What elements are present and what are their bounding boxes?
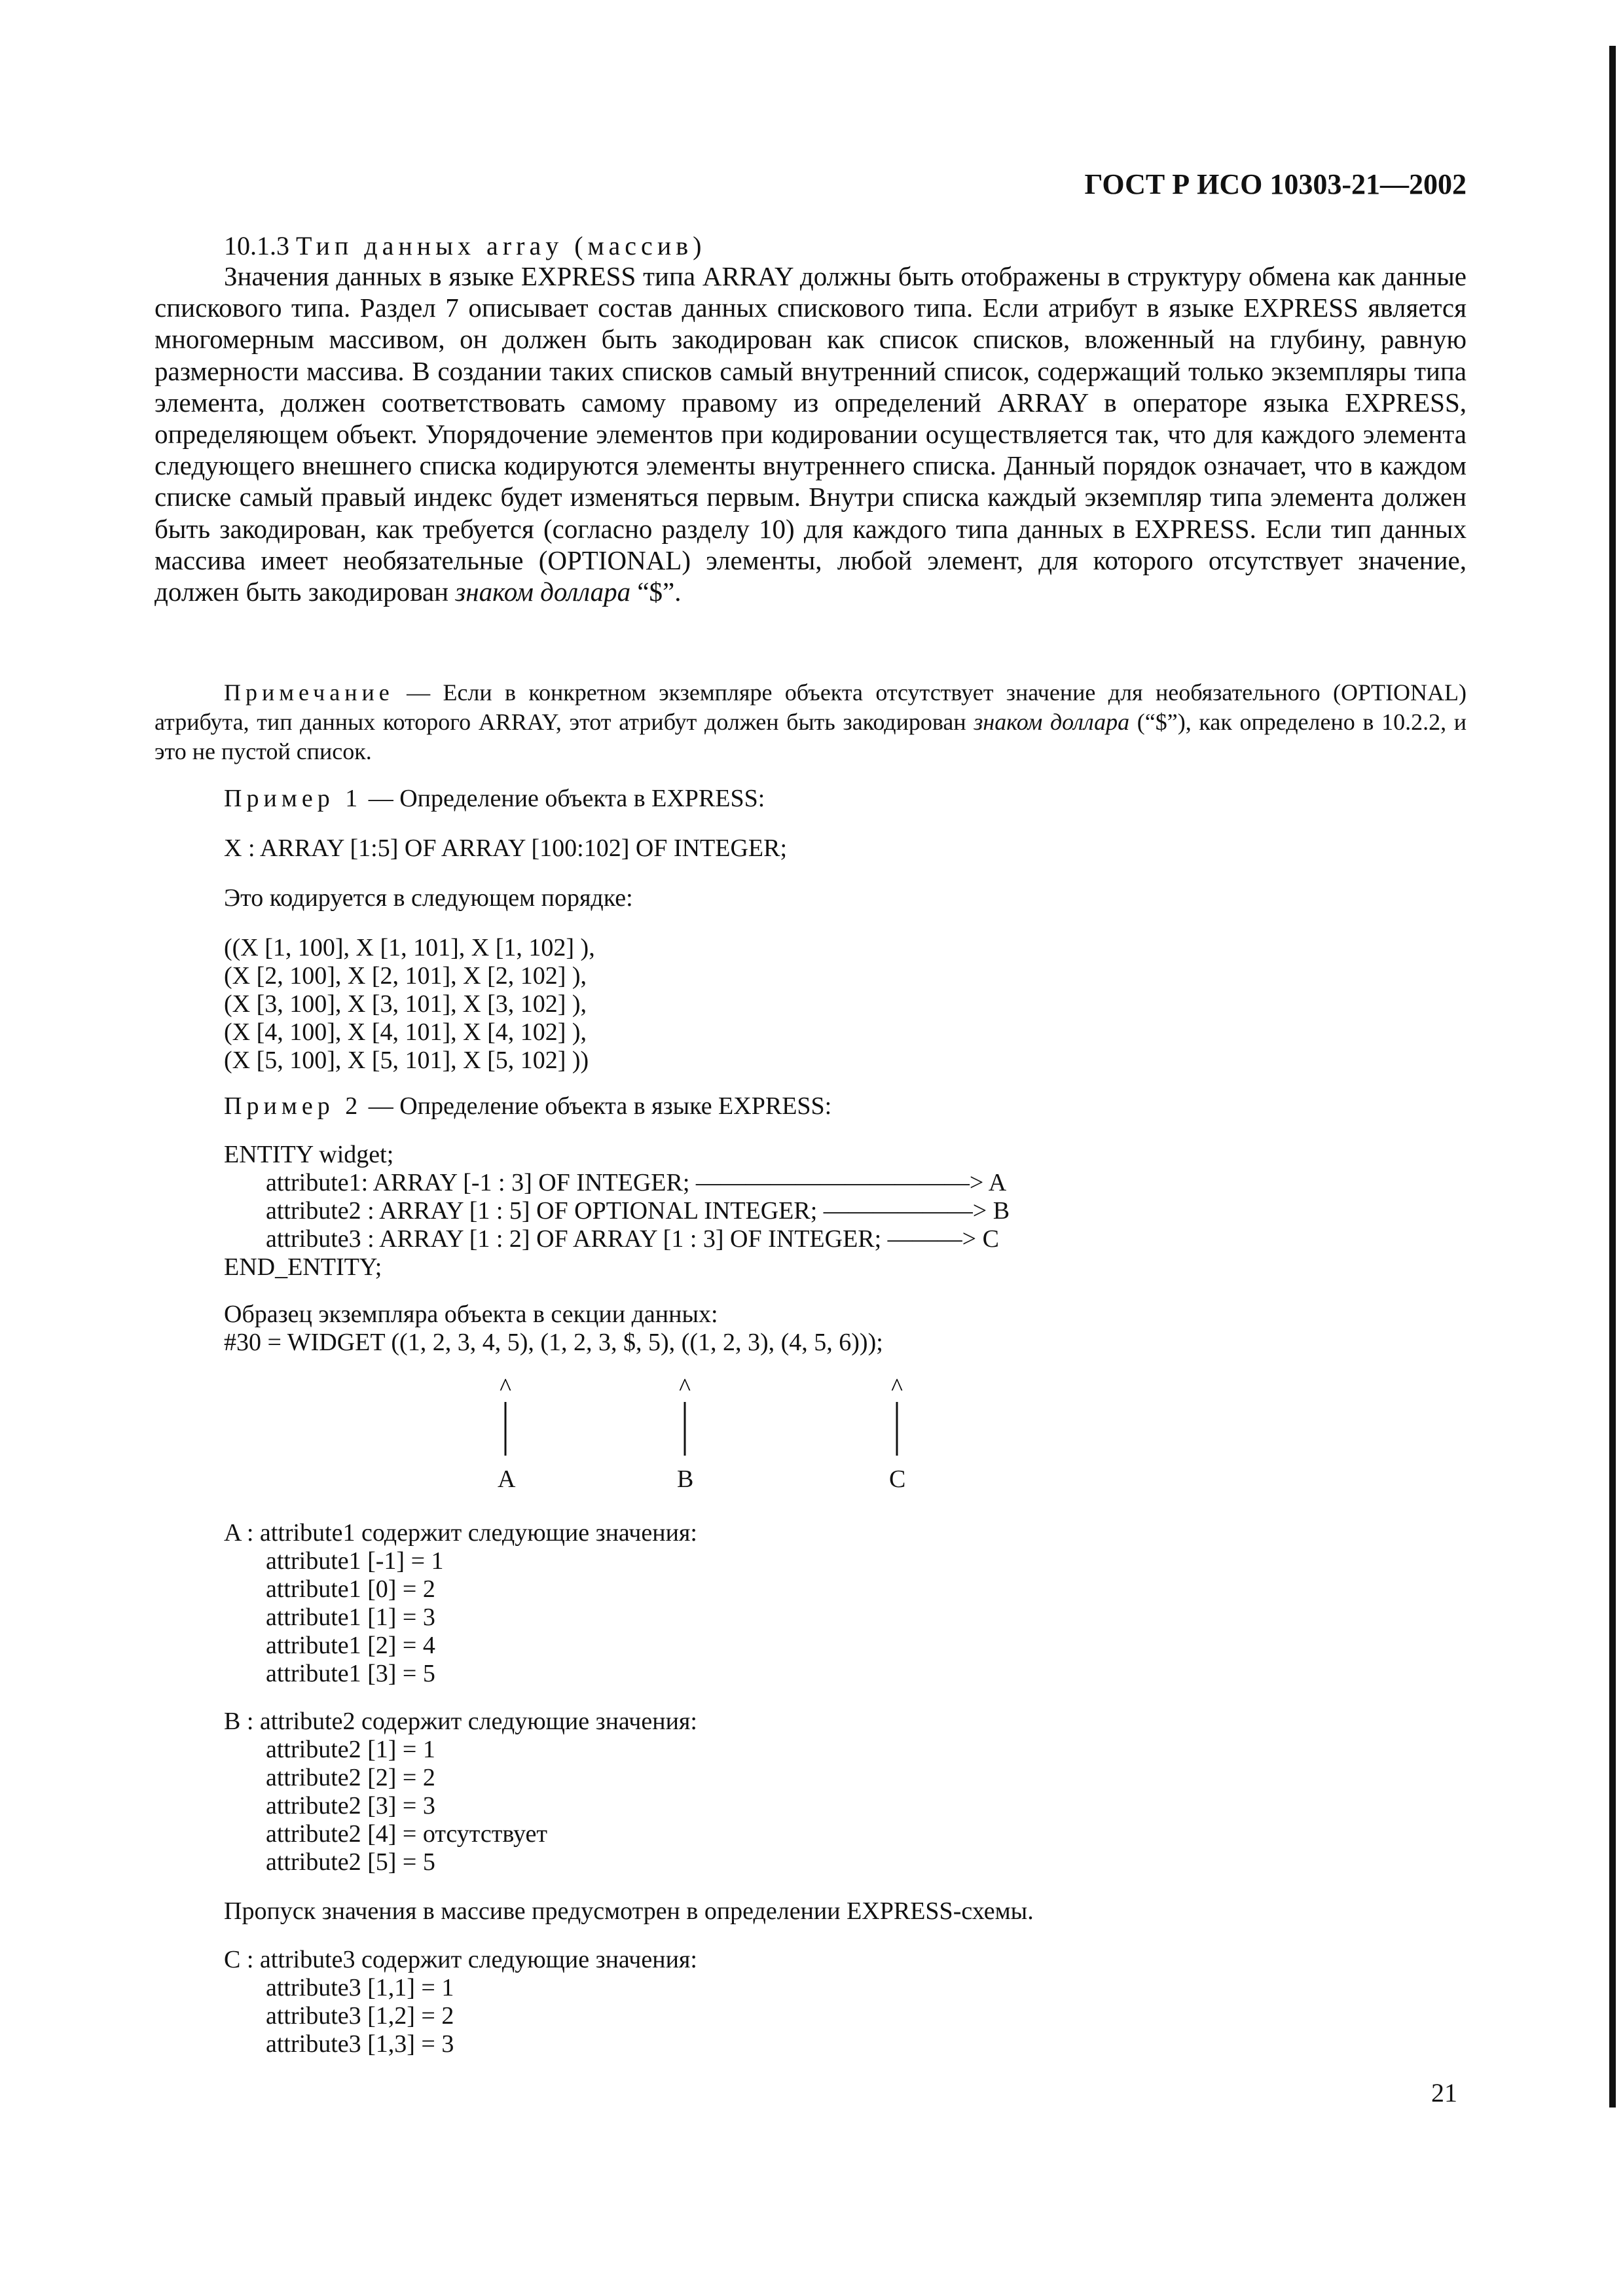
note-paragraph bbox=[155, 678, 1467, 766]
group-b-value: attribute2 [5] = 5 bbox=[266, 1848, 435, 1876]
pointer-label-a: A bbox=[498, 1465, 516, 1493]
group-a-value: attribute1 [1] = 3 bbox=[266, 1604, 435, 1631]
group-a-value: attribute1 [0] = 2 bbox=[266, 1575, 435, 1603]
main-paragraph-italic: знаком доллара bbox=[455, 577, 631, 607]
pointer-caret: ^ bbox=[679, 1374, 691, 1401]
example2-heading bbox=[224, 1092, 831, 1121]
example2-text: — Определение объекта в языке EXPRESS: bbox=[362, 1092, 832, 1120]
pointer-arrow-c bbox=[891, 1374, 903, 1456]
pointer-arrow-b bbox=[679, 1374, 691, 1456]
group-b-value: attribute2 [3] = 3 bbox=[266, 1792, 435, 1820]
note-italic: знаком доллара bbox=[974, 709, 1130, 735]
note-end: (“$”), как определено в 10.2.2, и это не пустой список. bbox=[155, 709, 1467, 764]
group-c-value: attribute3 [1,2] = 2 bbox=[266, 2002, 454, 2030]
section-title: Тип данных array (массив) bbox=[296, 231, 706, 260]
group-c-value: attribute3 [1,1] = 1 bbox=[266, 1974, 454, 2001]
example2-label: Пример 2 bbox=[224, 1092, 363, 1120]
pointer-caret: ^ bbox=[891, 1374, 903, 1401]
example1-label: Пример 1 bbox=[224, 785, 363, 812]
pointer-label-c: C bbox=[889, 1465, 906, 1493]
example1-text: — Определение объекта в EXPRESS: bbox=[362, 785, 765, 812]
document-header: ГОСТ Р ИСО 10303-21—2002 bbox=[1084, 168, 1467, 200]
group-a-value: attribute1 [2] = 4 bbox=[266, 1632, 435, 1659]
group-b-value: attribute2 [2] = 2 bbox=[266, 1764, 435, 1791]
main-paragraph-text: Значения данных в языке EXPRESS типа ARRAY должны быть отображены в структуру обмена как данные спискового типа. Раздел 7 описывает состав данных спискового типа. Если атрибут в языке EXPRESS является многомерным массивом, он должен быть закодирован как список списков, вложенный на глубину, равную размерности массива. В создании таких списков самый внутренний список, содержащий только экземпляры типа элемента, должен соответствовать самому правому из определений ARRAY в операторе языка EXPRESS, определяющем объект. Упорядочение элементов при кодировании осуществляется так, что для каждого элемента следующего внешнего списка кодируются элементы внутреннего списка. Данный порядок означает, что в каждом списке самый правый индекс будет изменяться первым. Внутри списка каждый экземпляр типа элемента должен быть закодирован, как требуется (согласно разделу 10) для каждого типа данных в EXPRESS. Если тип данных массива имеет необязательные (OPTIONAL) элементы, любой элемент, для которого отсутствует значение, должен быть закодирован bbox=[155, 261, 1467, 607]
note-text: — Если в конкретном экземпляре объекта отсутствует значение для необязательного (OPTIONAL) атрибута, тип данных которого ARRAY, этот атрибут должен быть закодирован bbox=[155, 679, 1467, 735]
pointer-label-b: B bbox=[677, 1465, 694, 1493]
order-line: (X [3, 100], X [3, 101], X [3, 102] ), bbox=[224, 990, 587, 1018]
page-number: 21 bbox=[1431, 2078, 1457, 2108]
sample-intro: Образец экземпляра объекта в секции данных: bbox=[224, 1300, 718, 1328]
example1-definition: X : ARRAY [1:5] OF ARRAY [100:102] OF INTEGER; bbox=[224, 834, 788, 862]
entity-start: ENTITY widget; bbox=[224, 1141, 394, 1168]
order-line: (X [2, 100], X [2, 101], X [2, 102] ), bbox=[224, 962, 587, 990]
order-line: (X [5, 100], X [5, 101], X [5, 102] )) bbox=[224, 1047, 589, 1074]
main-paragraph-end: “$”. bbox=[630, 577, 682, 607]
entity-attribute-line: attribute3 : ARRAY [1 : 2] OF ARRAY [1 : 3] OF INTEGER; ———> C bbox=[266, 1225, 999, 1253]
pointer-arrow-a bbox=[500, 1374, 511, 1456]
example1-order-intro: Это кодируется в следующем порядке: bbox=[224, 884, 633, 912]
group-c-intro: C : attribute3 содержит следующие значения: bbox=[224, 1946, 697, 1973]
pointer-caret: ^ bbox=[500, 1374, 511, 1401]
sample-instance-line: #30 = WIDGET ((1, 2, 3, 4, 5), (1, 2, 3, $, 5), ((1, 2, 3), (4, 5, 6))); bbox=[224, 1329, 883, 1356]
section-heading bbox=[224, 230, 706, 261]
pointer-arrows-diagram bbox=[484, 1367, 943, 1511]
group-c-value: attribute3 [1,3] = 3 bbox=[266, 2030, 454, 2058]
group-a-value: attribute1 [-1] = 1 bbox=[266, 1547, 444, 1575]
group-a-intro: A : attribute1 содержит следующие значения: bbox=[224, 1519, 697, 1547]
entity-end: END_ENTITY; bbox=[224, 1253, 382, 1281]
example1-heading bbox=[224, 784, 765, 813]
group-a-value: attribute1 [3] = 5 bbox=[266, 1660, 435, 1687]
note-label: Примечание bbox=[224, 679, 394, 706]
order-line: ((X [1, 100], X [1, 101], X [1, 102] ), bbox=[224, 934, 595, 961]
main-paragraph bbox=[155, 260, 1467, 607]
page-edge-bar bbox=[1609, 46, 1616, 2108]
skip-note: Пропуск значения в массиве предусмотрен в определении EXPRESS-схемы. bbox=[224, 1897, 1034, 1925]
group-b-intro: B : attribute2 содержит следующие значения: bbox=[224, 1708, 697, 1735]
group-b-value: attribute2 [4] = отсутствует bbox=[266, 1820, 547, 1848]
entity-attribute-line: attribute2 : ARRAY [1 : 5] OF OPTIONAL INTEGER; ——————> B bbox=[266, 1197, 1010, 1225]
section-number: 10.1.3 bbox=[224, 231, 289, 260]
order-line: (X [4, 100], X [4, 101], X [4, 102] ), bbox=[224, 1018, 587, 1046]
entity-attribute-line: attribute1: ARRAY [-1 : 3] OF INTEGER; ———————————> A bbox=[266, 1169, 1007, 1196]
group-b-value: attribute2 [1] = 1 bbox=[266, 1736, 435, 1763]
